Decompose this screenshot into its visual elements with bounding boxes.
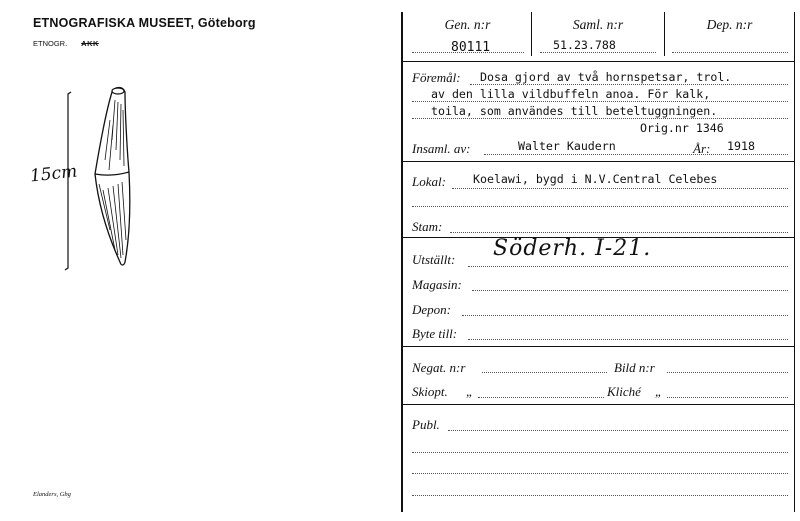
depon-dotline [462, 315, 788, 316]
lokal-label: Lokal: [412, 174, 446, 189]
ar-label: År: [693, 141, 711, 156]
stam-dotline [450, 232, 788, 233]
department-struck-code: AKK [81, 39, 99, 48]
lokal-dotline-2 [412, 206, 788, 207]
byte-bottom-rule [401, 346, 795, 347]
stam-label: Stam: [412, 219, 443, 234]
foremal-dotline-1 [470, 84, 788, 85]
publ-dotline-3 [412, 473, 788, 474]
dep-nr-line [672, 52, 788, 53]
saml-nr-line [540, 52, 656, 53]
gen-nr-label: Gen. n:r [444, 17, 491, 32]
publ-dotline-2 [412, 452, 788, 453]
insaml-bottom-rule [401, 161, 795, 162]
magasin-label: Magasin: [412, 277, 462, 292]
publ-dotline-4 [412, 495, 788, 496]
printer-mark: Elanders, Gbg [33, 491, 71, 498]
bild-nr-dotline [667, 372, 788, 373]
insaml-label: Insaml. av: [412, 141, 471, 156]
foremal-dotline-2 [412, 101, 788, 102]
museum-name: ETNOGRAFISKA MUSEET, Göteborg [33, 16, 256, 30]
kliche-label: Kliché [607, 384, 641, 399]
card-left-border [401, 12, 403, 512]
department-label: ETNOGR. [33, 39, 68, 48]
publ-dotline-1 [448, 430, 788, 431]
lokal-dotline-1 [452, 188, 788, 189]
header-bottom-rule [401, 61, 795, 62]
lokal-value: Koelawi, bygd i N.V.Central Celebes [473, 172, 718, 186]
foremal-line-1: Dosa gjord av två hornspetsar, trol. [480, 70, 732, 84]
foremal-line-2: av den lilla vildbuffeln anoa. För kalk, [431, 87, 711, 101]
foremal-label: Föremål: [412, 70, 461, 85]
orig-nr: Orig.nr 1346 [640, 121, 724, 135]
kliche-mark: „ [655, 384, 663, 399]
negat-nr-dotline [482, 372, 607, 373]
handwritten-dimension: 15cm [29, 161, 79, 187]
saml-nr-value: 51.23.788 [553, 38, 616, 52]
insaml-dotline [484, 154, 788, 155]
depon-label: Depon: [412, 302, 451, 317]
insaml-value: Walter Kaudern [518, 139, 616, 153]
byte-till-dotline [468, 339, 788, 340]
ar-value: 1918 [727, 139, 755, 153]
utstallt-label: Utställt: [412, 252, 456, 267]
bild-nr-label: Bild n:r [614, 360, 655, 375]
dep-nr-label: Dep. n:r [706, 17, 753, 32]
negat-nr-label: Negat. n:r [412, 360, 466, 375]
gen-nr-value: 80111 [451, 40, 491, 55]
saml-nr-label: Saml. n:r [572, 17, 624, 32]
skiopt-bottom-rule [401, 404, 795, 405]
byte-till-label: Byte till: [412, 326, 458, 341]
publ-label: Publ. [412, 417, 440, 432]
kliche-dotline [667, 397, 788, 398]
skiopt-label: Skiopt. [412, 384, 448, 399]
foremal-line-3: toila, som användes till beteltuggningen. [431, 104, 718, 118]
utstallt-handwritten-value: Söderh. I-21. [493, 236, 652, 261]
utstallt-dotline [468, 266, 788, 267]
department-line [33, 39, 99, 48]
foremal-dotline-3 [412, 118, 788, 119]
skiopt-dotline [478, 397, 604, 398]
card-right-border [794, 12, 795, 512]
skiopt-mark: „ [466, 384, 474, 399]
magasin-dotline [472, 290, 788, 291]
